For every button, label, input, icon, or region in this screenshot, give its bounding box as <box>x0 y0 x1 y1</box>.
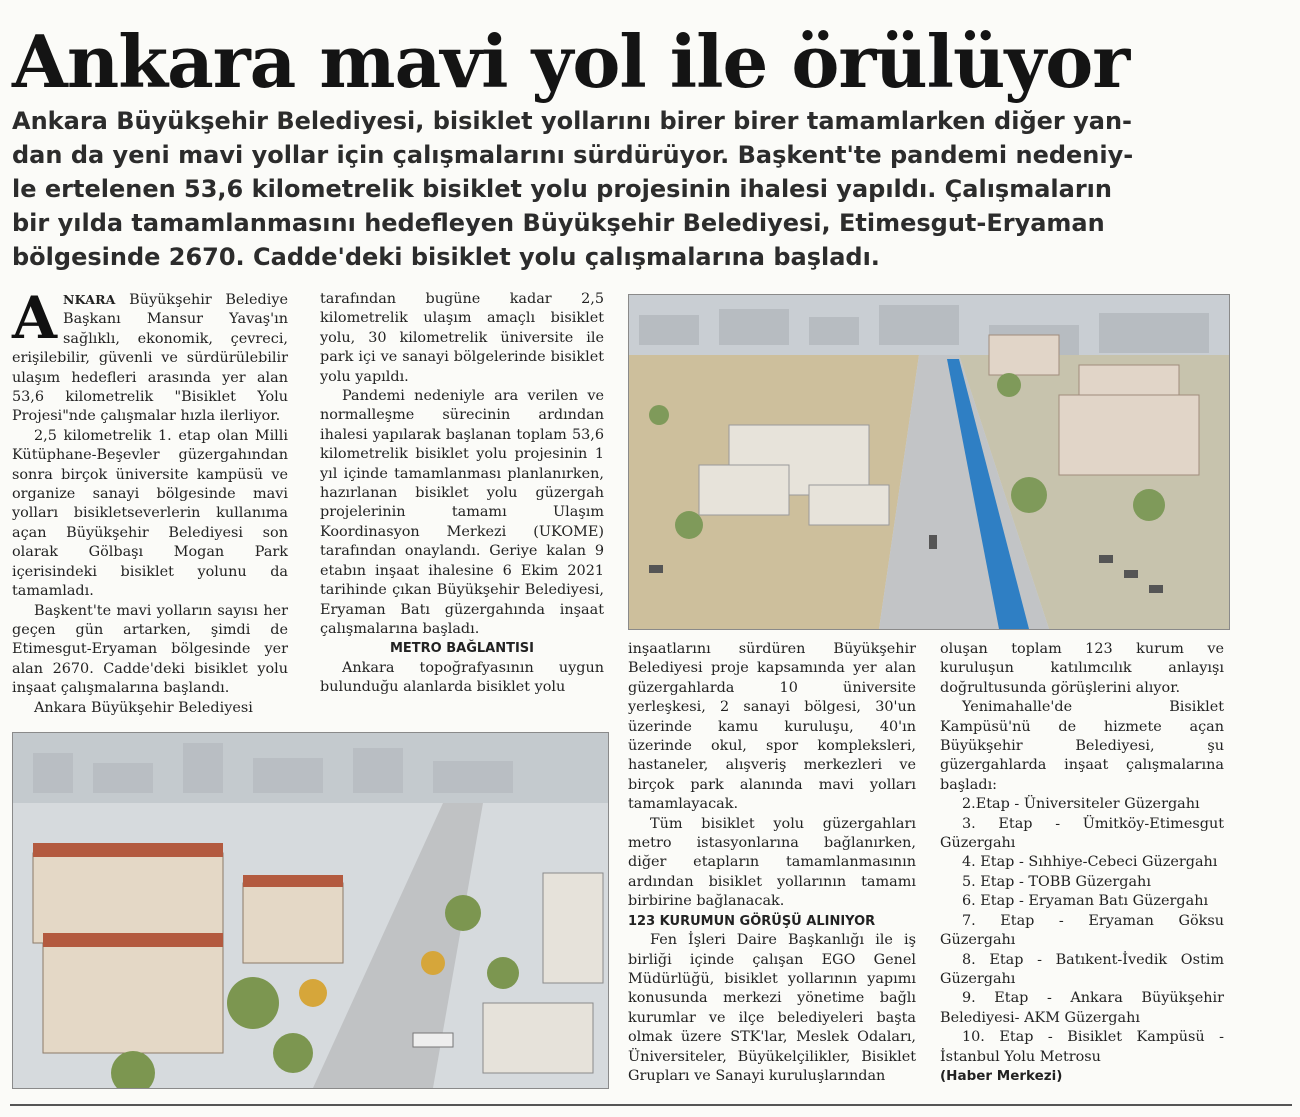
paragraph: Tüm bisiklet yolu güzergahları metro istasyonlarına bağlanırken, diğer etapların tamamlanmasının ardından bisiklet yollarının tamamı birbirine bağlanacak. <box>628 815 916 910</box>
column-2 <box>320 290 604 698</box>
signoff: (Haber Merkezi) <box>940 1067 1063 1084</box>
lead-line: bir yılda tamamlanmasını hedefleyen Büyükşehir Belediyesi, Etimesgut-Eryaman <box>12 209 1105 237</box>
paragraph-text: Büyükşehir Belediye Başkanı Mansur Yavaş'ın sağlıklı, ekonomik, çevreci, erişilebilir, güvenli ve sürdürülebilir ulaşım hedefleri arasında yer alan 53,6 kilometrelik "Bisiklet Yolu Projesi"nde çalışmalar hızla ilerliyor. <box>12 292 288 425</box>
eryaman-aerial-photo <box>12 732 609 1089</box>
lead-line: bölgesinde 2670. Cadde'deki bisiklet yolu çalışmalarına başladı. <box>12 243 880 271</box>
subheading-metro: METRO BAĞLANTISI <box>389 641 535 657</box>
route-item: 10. Etap - Bisiklet Kampüsü - İstanbul Yolu Metrosu <box>940 1029 1224 1065</box>
column-1 <box>12 284 288 718</box>
paragraph: Yenimahalle'de Bisiklet Kampüsü'nü de hizmete açan Büyükşehir Belediyesi, şu güzergahlarda inşaat çalışmalarına başladı: <box>940 699 1224 793</box>
paragraph: inşaatlarını sürdüren Büyükşehir Belediyesi proje kapsamında yer alan güzergahlarda 10 üniversite yerleşkesi, 2 sanayi bölgesi, 30'un üzerinde kamu kuruluşu, 40'ın üzerinde okul, spor kompleksleri, hastaneler, alışveriş merkezleri ve birçok park alanında mavi yolları tamamlayacak. <box>628 641 916 813</box>
paragraph: Fen İşleri Daire Başkanlığı ile iş birliği içinde çalışan EGO Genel Müdürlüğü, bisiklet yollarının yapımı konusunda merkezi yönetime bağlı kurumlar ve ilçe belediyeleri başta olmak üzere STK'lar, Meslek Odaları, Üniversiteler, Büyükelçilikler, Bisiklet Grupları ve Sanayi kuruluşlarından <box>628 932 916 1084</box>
paragraph: Başkent'te mavi yolların sayısı her geçen gün artarken, şimdi de Etimesgut-Eryaman bölgesinde yer alan 2670. Cadde'deki bisiklet yolu inşaat çalışmalarına başlandı. <box>12 602 288 697</box>
headline: Ankara mavi yol ile örülüyor <box>12 19 1130 104</box>
lead-line: le ertelenen 53,6 kilometrelik bisiklet yolu projesinin ihalesi yapıldı. Çalışmaların <box>12 175 1112 203</box>
route-item: 3. Etap - Ümitköy-Etimesgut Güzergahı <box>940 815 1224 852</box>
lead-line: dan da yeni mavi yollar için çalışmalarını sürdürüyor. Başkent'te pandemi nedeniy- <box>12 141 1134 169</box>
route-item: 2.Etap - Üniversiteler Güzergahı <box>962 796 1200 813</box>
bottom-rule <box>10 1104 1292 1106</box>
paragraph: Ankara topoğrafyasının uygun bulunduğu alanlarda bisiklet yolu <box>320 659 604 696</box>
route-item: 4. Etap - Sıhhiye-Cebeci Güzergahı <box>962 854 1218 871</box>
route-item: 6. Etap - Eryaman Batı Güzergahı <box>962 893 1209 910</box>
route-item: 7. Etap - Eryaman Göksu Güzergahı <box>940 912 1224 949</box>
column-4 <box>940 640 1224 1086</box>
paragraph: oluşan toplam 123 kurum ve kuruluşun katılımcılık anlayışı doğrultusunda görüşlerini alıyor. <box>940 641 1224 696</box>
bike-lane-aerial-photo <box>628 294 1230 630</box>
lead-paragraph <box>12 104 1262 274</box>
route-item: 9. Etap - Ankara Büyükşehir Belediyesi- AKM Güzergahı <box>940 990 1224 1026</box>
paragraph: tarafından bugüne kadar 2,5 kilometrelik ulaşım amaçlı bisiklet yolu, 30 kilometrelik üniversite ile park içi ve sanayi bölgelerinde bisiklet yolu yapıldı. <box>320 291 604 385</box>
column-3 <box>628 640 916 1086</box>
opening-paragraph <box>12 284 288 427</box>
drop-cap: A <box>12 284 58 352</box>
paragraph: 2,5 kilometrelik 1. etap olan Milli Kütüphane-Beşevler güzergahından sonra birçok üniversite kampüsü ve organize sanayi bölgesinde mavi yolları bisikletseverlerin kullanıma açan Büyükşehir Belediyesi son olarak Gölbaşı Mogan Park içerisindeki bisiklet yolunu da tamamladı. <box>12 427 288 600</box>
paragraph: Pandemi nedeniyle ara verilen ve normalleşme sürecinin ardından ihalesi yapılarak başlanan toplam 53,6 kilometrelik bisiklet yolu projesinin 1 yıl içinde tamamlanması planlanırken, hazırlanan bisiklet yolu güzergah projelerinin tamamı Ulaşım Koordinasyon Merkezi (UKOME) tarafından onaylandı. Geriye kalan 9 etabın inşaat ihalesine 6 Ekim 2021 tarihinde çıkan Büyükşehir Belediyesi, Eryaman Batı güzergahında inşaat çalışmalarına başladı. <box>320 388 604 637</box>
route-item: 5. Etap - TOBB Güzergahı <box>962 873 1151 890</box>
dateline: NKARA <box>63 292 116 307</box>
lead-line: Ankara Büyükşehir Belediyesi, bisiklet yollarını birer birer tamamlarken diğer yan- <box>12 107 1132 135</box>
subheading-institutions: 123 KURUMUN GÖRÜŞÜ ALINIYOR <box>628 913 876 929</box>
paragraph: Ankara Büyükşehir Belediyesi <box>34 699 253 716</box>
route-item: 8. Etap - Batıkent-İvedik Ostim Güzergahı <box>940 951 1224 987</box>
